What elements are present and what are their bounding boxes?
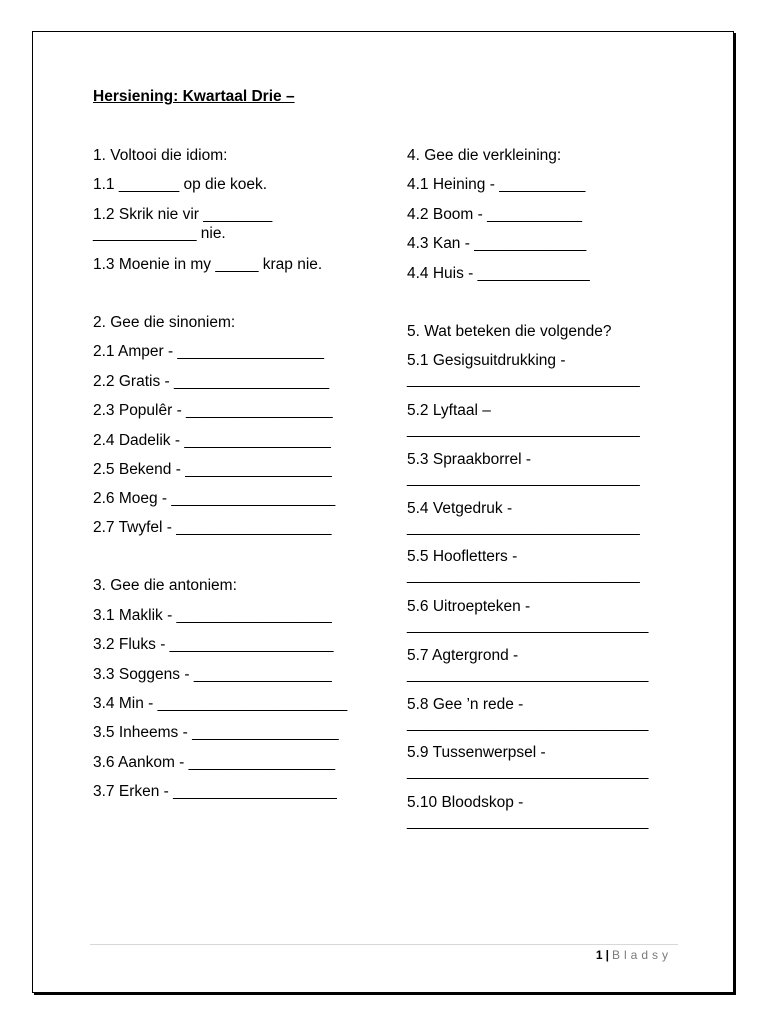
question-item: 2.6 Moeg - ___________________ <box>93 490 336 507</box>
answer-blank: ____________________________ <box>407 617 649 634</box>
question-item: 4.3 Kan - _____________ <box>407 235 587 252</box>
question-item: 5.9 Tussenwerpsel - <box>407 744 546 761</box>
question-heading: 1. Voltooi die idiom: <box>93 147 228 164</box>
question-item: 1.2 Skrik nie vir ________ <box>93 206 273 223</box>
question-item: 5.8 Gee ’n rede - <box>407 696 524 713</box>
answer-blank: ___________________________ <box>407 567 640 584</box>
question-item: 2.5 Bekend - _________________ <box>93 461 332 478</box>
answer-blank: ____________________________ <box>407 813 649 830</box>
question-heading: 3. Gee die antoniem: <box>93 577 237 594</box>
answer-blank: ____________________________ <box>407 715 649 732</box>
answer-blank: ____________________________ <box>407 666 649 683</box>
worksheet-title: Hersiening: Kwartaal Drie – <box>93 88 295 105</box>
question-item: 4.1 Heining - __________ <box>407 176 586 193</box>
question-item: 5.7 Agtergrond - <box>407 647 519 664</box>
question-item: 3.5 Inheems - _________________ <box>93 724 339 741</box>
question-heading: 4. Gee die verkleining: <box>407 147 562 164</box>
page-label: Bladsy <box>611 948 672 962</box>
question-item: 1.1 _______ op die koek. <box>93 176 268 193</box>
question-item: 3.6 Aankom - _________________ <box>93 754 336 771</box>
question-item: 2.4 Dadelik - _________________ <box>93 432 331 449</box>
footer-separator: | <box>605 948 609 962</box>
question-item: 3.2 Fluks - ___________________ <box>93 636 334 653</box>
question-item: 3.1 Maklik - __________________ <box>93 607 332 624</box>
page-number: 1 <box>595 948 603 962</box>
answer-blank: ___________________________ <box>407 371 640 388</box>
question-item: 5.4 Vetgedruk - <box>407 500 513 517</box>
question-item: 5.5 Hoofletters - <box>407 548 518 565</box>
question-item: 4.2 Boom - ___________ <box>407 206 582 223</box>
question-heading: 2. Gee die sinoniem: <box>93 314 236 331</box>
question-item: 5.10 Bloodskop - <box>407 794 524 811</box>
question-item: 3.4 Min - ______________________ <box>93 695 348 712</box>
answer-blank: ____________ nie. <box>93 225 226 242</box>
question-item: 5.1 Gesigsuitdrukking - <box>407 352 566 369</box>
question-item: 2.7 Twyfel - __________________ <box>93 519 332 536</box>
question-item: 3.3 Soggens - ________________ <box>93 666 332 683</box>
question-item: 2.1 Amper - _________________ <box>93 343 324 360</box>
question-item: 2.3 Populêr - _________________ <box>93 402 333 419</box>
question-heading: 5. Wat beteken die volgende? <box>407 323 612 340</box>
answer-blank: ___________________________ <box>407 470 640 487</box>
question-item: 5.6 Uitroepteken - <box>407 598 531 615</box>
question-item: 2.2 Gratis - __________________ <box>93 373 330 390</box>
question-item: 3.7 Erken - ___________________ <box>93 783 337 800</box>
question-item: 5.2 Lyftaal – <box>407 402 491 419</box>
footer-divider <box>90 944 678 945</box>
answer-blank: ___________________________ <box>407 421 640 438</box>
page-footer <box>596 948 672 962</box>
question-item: 5.3 Spraakborrel - <box>407 451 532 468</box>
question-item: 4.4 Huis - _____________ <box>407 265 590 282</box>
answer-blank: ____________________________ <box>407 763 649 780</box>
question-item: 1.3 Moenie in my _____ krap nie. <box>93 256 323 273</box>
answer-blank: ___________________________ <box>407 519 640 536</box>
